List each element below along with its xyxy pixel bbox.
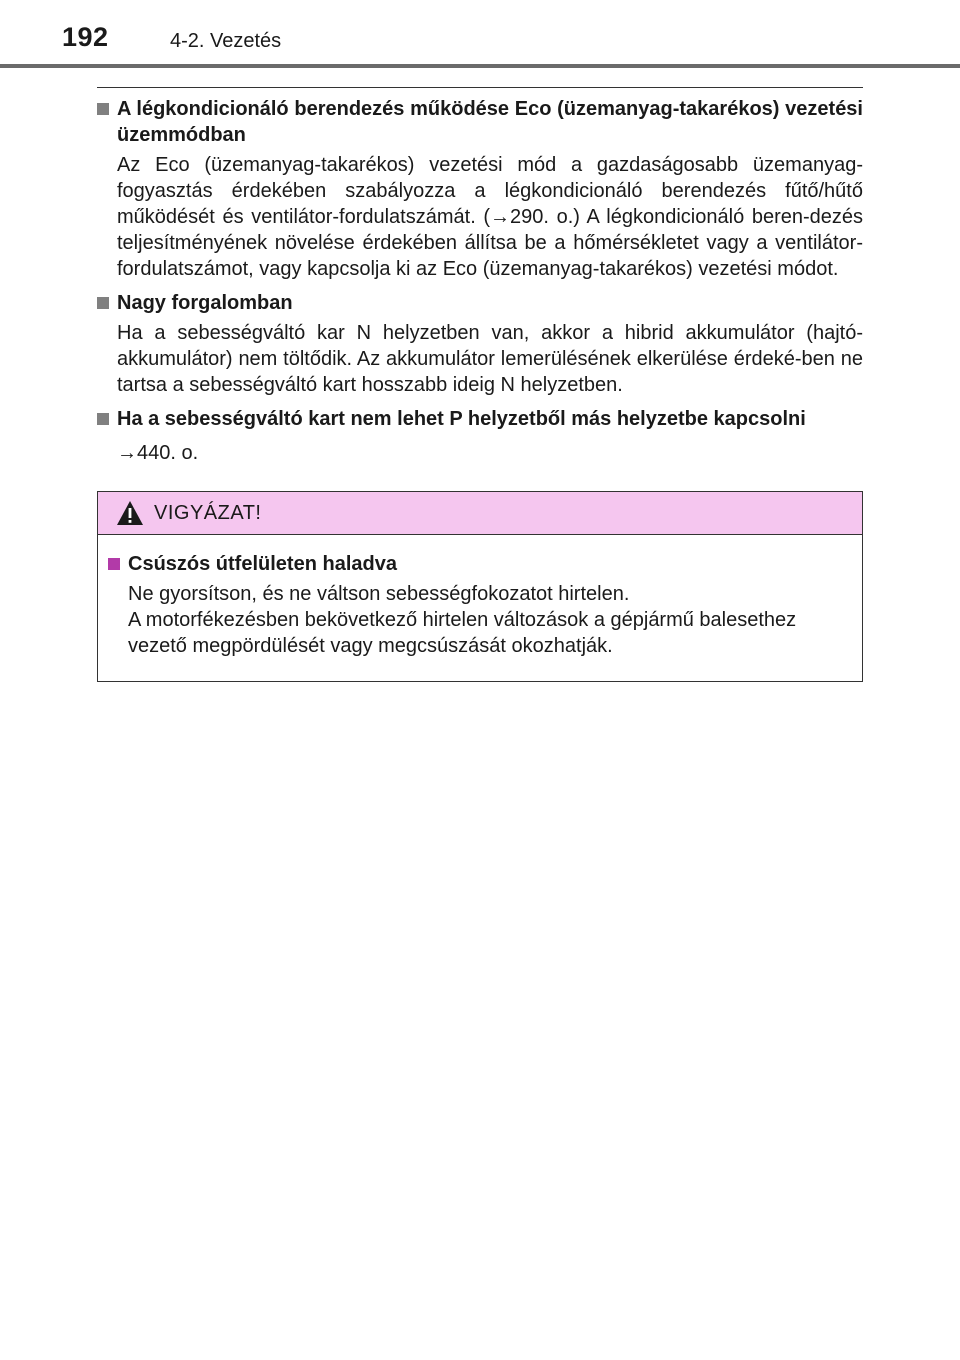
section-rule bbox=[97, 87, 863, 88]
caution-body bbox=[98, 535, 862, 659]
section-shift-lever bbox=[97, 406, 863, 466]
section-heavy-traffic bbox=[97, 290, 863, 398]
square-bullet-icon bbox=[97, 297, 109, 309]
warning-triangle-icon bbox=[116, 500, 144, 526]
section-heading bbox=[97, 290, 863, 316]
section-body: Ha a sebességváltó kar N helyzetben van, akkor a hibrid akkumulátor (hajtó-akkumulátor) nem töltődik. Az akkumulátor lemerülésének elkerülése érdeké-ben ne tartsa a sebességváltó kart hosszabb ideig N helyzetben. bbox=[117, 322, 863, 396]
content bbox=[97, 96, 863, 474]
caution-heading-text: Csúszós útfelületen haladva bbox=[128, 553, 397, 575]
header-rule bbox=[0, 64, 960, 68]
caution-line-1: Ne gyorsítson, és ne váltson sebességfokozatot hirtelen. bbox=[128, 583, 630, 605]
section-heading-text: Nagy forgalomban bbox=[117, 292, 293, 314]
section-heading-text: A légkondicionáló berendezés működése Eco (üzemanyag-takarékos) vezetési üzemmódban bbox=[117, 98, 863, 146]
square-bullet-icon bbox=[97, 413, 109, 425]
page-reference-link[interactable]: →440. o. bbox=[117, 442, 199, 464]
chapter-title: 4-2. Vezetés bbox=[170, 30, 282, 52]
section-eco-ac bbox=[97, 96, 863, 282]
section-heading-text: Ha a sebességváltó kart nem lehet P helyzetből más helyzetbe kapcsolni bbox=[117, 408, 806, 430]
section-body: Az Eco (üzemanyag-takarékos) vezetési mód a gazdaságosabb üzemanyag-fogyasztás érdekében szabályozza a légkondicionáló berendezés fűtő/hűtő működését és ventilátor-fordulatszámát. (→290. o.) A légkondicionáló beren-dezés teljesítményének növelése érdekében állítsa be a hőmérsékletet vagy a ventilátor-fordulatszámot, vagy kapcsolja ki az Eco (üzemanyag-takarékos) vezetési módot. bbox=[117, 154, 863, 280]
square-bullet-icon bbox=[97, 103, 109, 115]
caution-box bbox=[97, 491, 863, 682]
section-heading bbox=[97, 406, 863, 432]
caution-label: VIGYÁZAT! bbox=[154, 501, 262, 524]
square-bullet-icon bbox=[108, 558, 120, 570]
section-heading bbox=[97, 96, 863, 148]
caution-line-2: A motorfékezésben bekövetkező hirtelen változások a gépjármű balesethez vezető megpördülését vagy megcsúszását okozhatják. bbox=[128, 609, 797, 657]
page-number: 192 bbox=[62, 22, 109, 52]
caution-heading bbox=[108, 551, 852, 577]
caution-header bbox=[98, 492, 862, 535]
